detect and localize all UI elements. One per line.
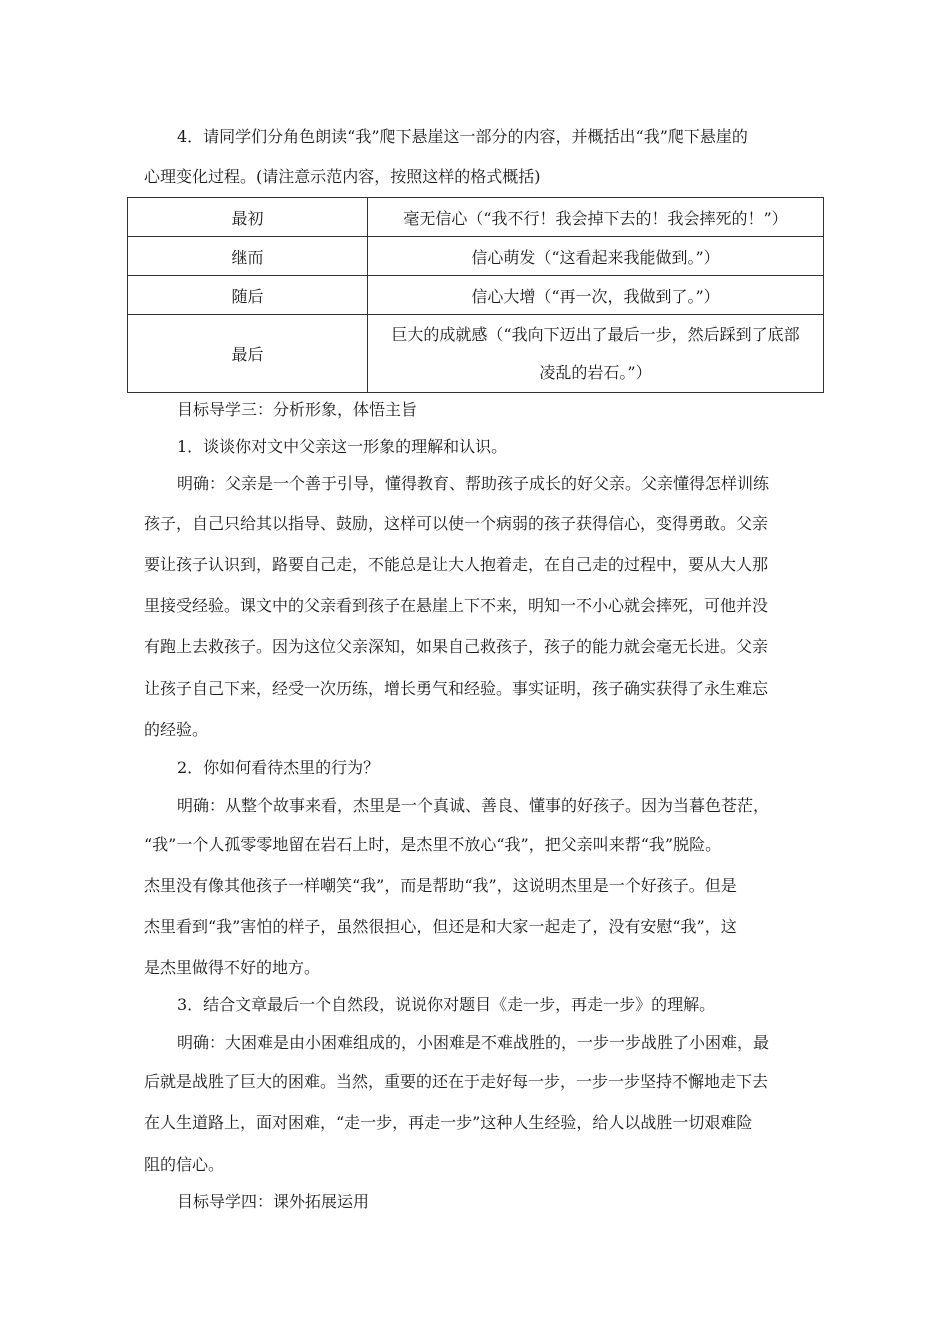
answer-2-line: 杰里看到“我”害怕的样子，虽然很担心，但还是和大家一起走了，没有安慰“我”，这	[144, 917, 737, 936]
psychology-table	[127, 197, 824, 393]
description-cell: 信心萌发（“这看起来我能做到。”）	[368, 237, 824, 276]
answer-3-line: 在人生道路上，面对困难，“走一步，再走一步”这种人生经验，给人以战胜一切艰难险	[144, 1113, 753, 1132]
table-row	[128, 315, 824, 393]
description-line: 巨大的成就感（“我向下迈出了最后一步，然后踩到了底部	[391, 324, 800, 344]
answer-1-line: 的经验。	[144, 720, 209, 739]
stage-cell: 最初	[128, 198, 368, 237]
stage-cell: 继而	[128, 237, 368, 276]
question-2: 2．你如何看待杰里的行为？	[177, 758, 380, 777]
table-row	[128, 276, 824, 315]
answer-3-line: 明确：大困难是由小困难组成的，小困难是不难战胜的，一步一步战胜了小困难，最	[177, 1033, 770, 1052]
answer-2-line: 杰里没有像其他孩子一样嘲笑“我”，而是帮助“我”，这说明杰里是一个好孩子。但是	[144, 876, 737, 895]
question-4-line-1: 4．请同学们分角色朗读“我”爬下悬崖这一部分的内容，并概括出“我”爬下悬崖的	[177, 127, 748, 146]
answer-3-line: 阻的信心。	[144, 1155, 225, 1174]
question-4-line-2: 心理变化过程。(请注意示范内容，按照这样的格式概括)	[144, 167, 541, 186]
answer-1-line: 里接受经验。课文中的父亲看到孩子在悬崖上下不来，明知一不小心就会摔死，可他并没	[144, 596, 769, 615]
answer-1-line: 有跑上去救孩子。因为这位父亲深知，如果自己救孩子，孩子的能力就会毫无长进。父亲	[144, 637, 769, 656]
answer-1-line: 孩子，自己只给其以指导、鼓励，这样可以使一个病弱的孩子获得信心，变得勇敢。父亲	[144, 514, 769, 533]
section-3-heading: 目标导学三：分析形象，体悟主旨	[177, 400, 418, 419]
answer-1-line: 要让孩子认识到，路要自己走，不能总是让大人抱着走，在自己走的过程中，要从大人那	[144, 555, 769, 574]
answer-1-line: 明确：父亲是一个善于引导，懂得教育、帮助孩子成长的好父亲。父亲懂得怎样训练	[177, 474, 770, 493]
stage-cell: 随后	[128, 276, 368, 315]
section-4-heading: 目标导学四：课外拓展运用	[177, 1192, 370, 1211]
description-cell: 毫无信心（“我不行！我会掉下去的！我会摔死的！”）	[368, 198, 824, 237]
stage-cell: 最后	[128, 315, 368, 393]
answer-1-line: 让孩子自己下来，经受一次历练，增长勇气和经验。事实证明，孩子确实获得了永生难忘	[144, 679, 769, 698]
description-cell	[368, 315, 824, 393]
table-row	[128, 237, 824, 276]
table-row	[128, 198, 824, 237]
description-line: 凌乱的岩石。”）	[539, 362, 652, 382]
description-cell: 信心大增（“再一次，我做到了。”）	[368, 276, 824, 315]
answer-2-line: “我”一个人孤零零地留在岩石上时，是杰里不放心“我”，把父亲叫来帮“我”脱险。	[144, 835, 722, 854]
answer-2-line: 明确：从整个故事来看，杰里是一个真诚、善良、懂事的好孩子。因为当暮色苍茫，	[177, 796, 770, 815]
answer-3-line: 后就是战胜了巨大的困难。当然，重要的还在于走好每一步，一步一步坚持不懈地走下去	[144, 1072, 769, 1091]
answer-2-line: 是杰里做得不好的地方。	[144, 958, 321, 977]
question-1: 1．谈谈你对文中父亲这一形象的理解和认识。	[177, 437, 508, 456]
question-3: 3．结合文章最后一个自然段，说说你对题目《走一步，再走一步》的理解。	[177, 995, 716, 1014]
